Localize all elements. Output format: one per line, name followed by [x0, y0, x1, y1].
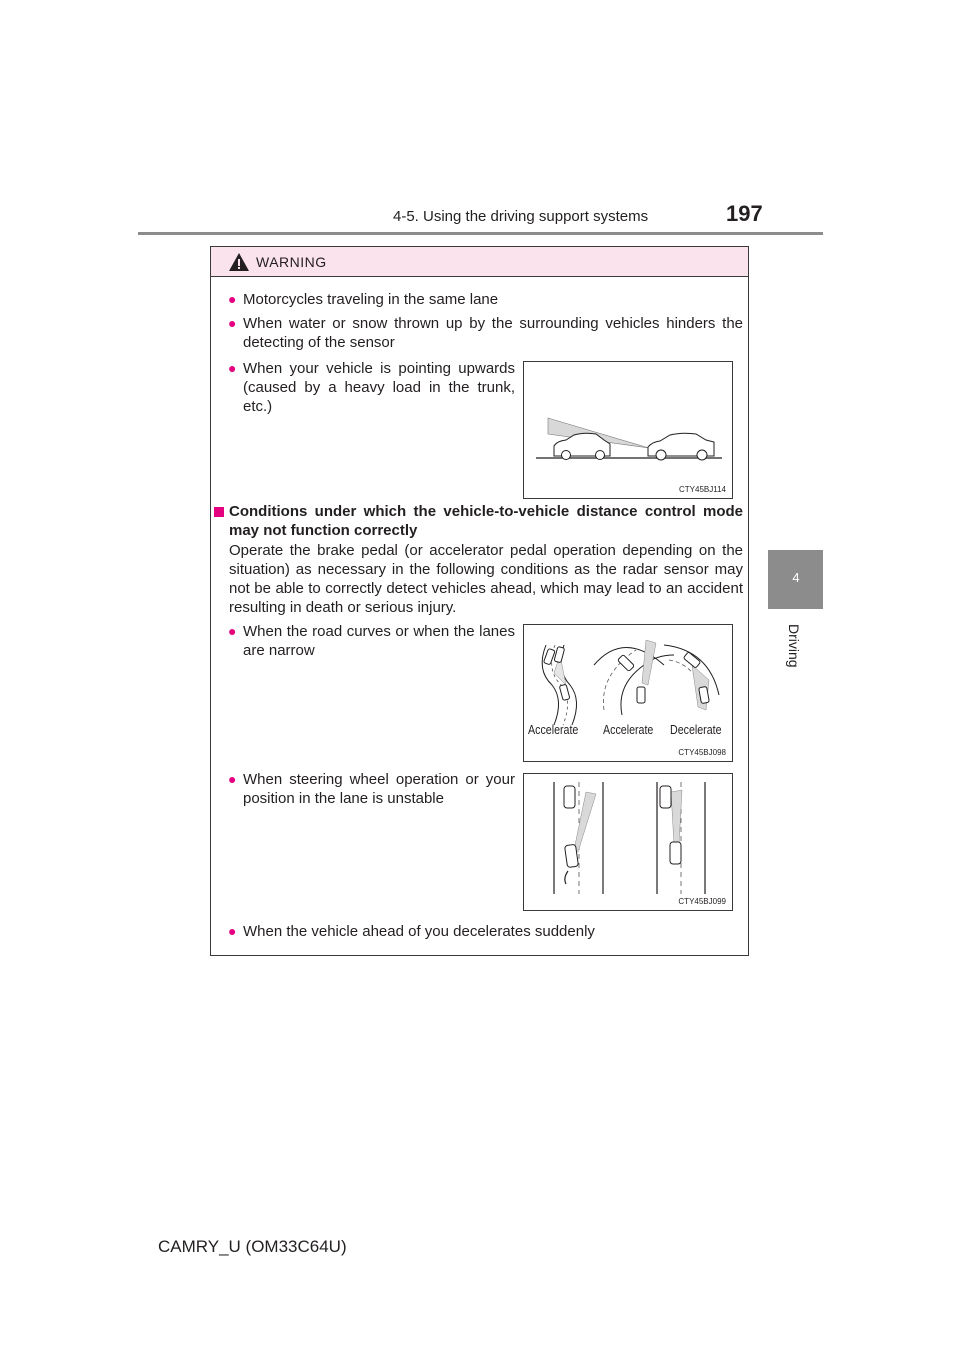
bullet-icon: ●: [228, 623, 237, 639]
section-title: 4-5. Using the driving support systems: [393, 208, 649, 225]
figure-label: Accelerate: [528, 722, 579, 737]
footer-model: CAMRY_U (OM33C64U): [158, 1237, 347, 1256]
subsection-heading: Conditions under which the vehicle-to-vehicle distance control mode may not function correctly: [229, 503, 743, 539]
figure-code: CTY45BJ114: [679, 485, 726, 494]
list-item: When steering wheel operation or your position in the lane is unstable: [243, 771, 515, 807]
chapter-number: 4: [792, 570, 800, 585]
curved-road-illustration: [524, 625, 732, 761]
page-number: 197: [726, 201, 763, 226]
list-item: When your vehicle is pointing upwards (caused by a heavy load in the trunk, etc.): [243, 360, 515, 415]
warning-header: [211, 247, 748, 277]
bullet-icon: ●: [228, 315, 237, 331]
figure-curved-road: [523, 624, 733, 762]
header-rule: [138, 232, 823, 235]
list-item: When the vehicle ahead of you decelerates suddenly: [243, 923, 595, 940]
bullet-icon: ●: [228, 923, 237, 939]
upward-vehicle-illustration: [524, 362, 732, 498]
bullet-icon: ●: [228, 291, 237, 307]
chapter-label: [780, 624, 810, 684]
list-item: Motorcycles traveling in the same lane: [243, 291, 499, 308]
figure-label: Decelerate: [670, 722, 722, 737]
bullet-icon: ●: [228, 360, 237, 376]
warning-triangle-icon: [228, 252, 250, 272]
section-marker-icon: [214, 507, 224, 517]
lane-position-illustration: [524, 774, 732, 910]
bullet-icon: ●: [228, 771, 237, 787]
figure-vehicle-pointing-upwards: [523, 361, 733, 499]
figure-code: CTY45BJ099: [678, 897, 726, 906]
figure-label: Accelerate: [603, 722, 654, 737]
warning-title: WARNING: [256, 254, 327, 270]
chapter-label-text: Driving: [786, 624, 802, 668]
subsection-body: Operate the brake pedal (or accelerator pedal operation depending on the situation) as necessary in the following conditions as the radar sensor may not be able to correctly detect vehicles ahead, which may lead to an accident resulting in death or serious injury.: [229, 542, 743, 616]
figure-code: CTY45BJ098: [678, 748, 726, 757]
list-item: When water or snow thrown up by the surrounding vehicles hinders the detecting of the sensor: [243, 315, 743, 351]
figure-unstable-lane-position: [523, 773, 733, 911]
list-item: When the road curves or when the lanes are narrow: [243, 623, 515, 659]
warning-box: [210, 246, 749, 956]
